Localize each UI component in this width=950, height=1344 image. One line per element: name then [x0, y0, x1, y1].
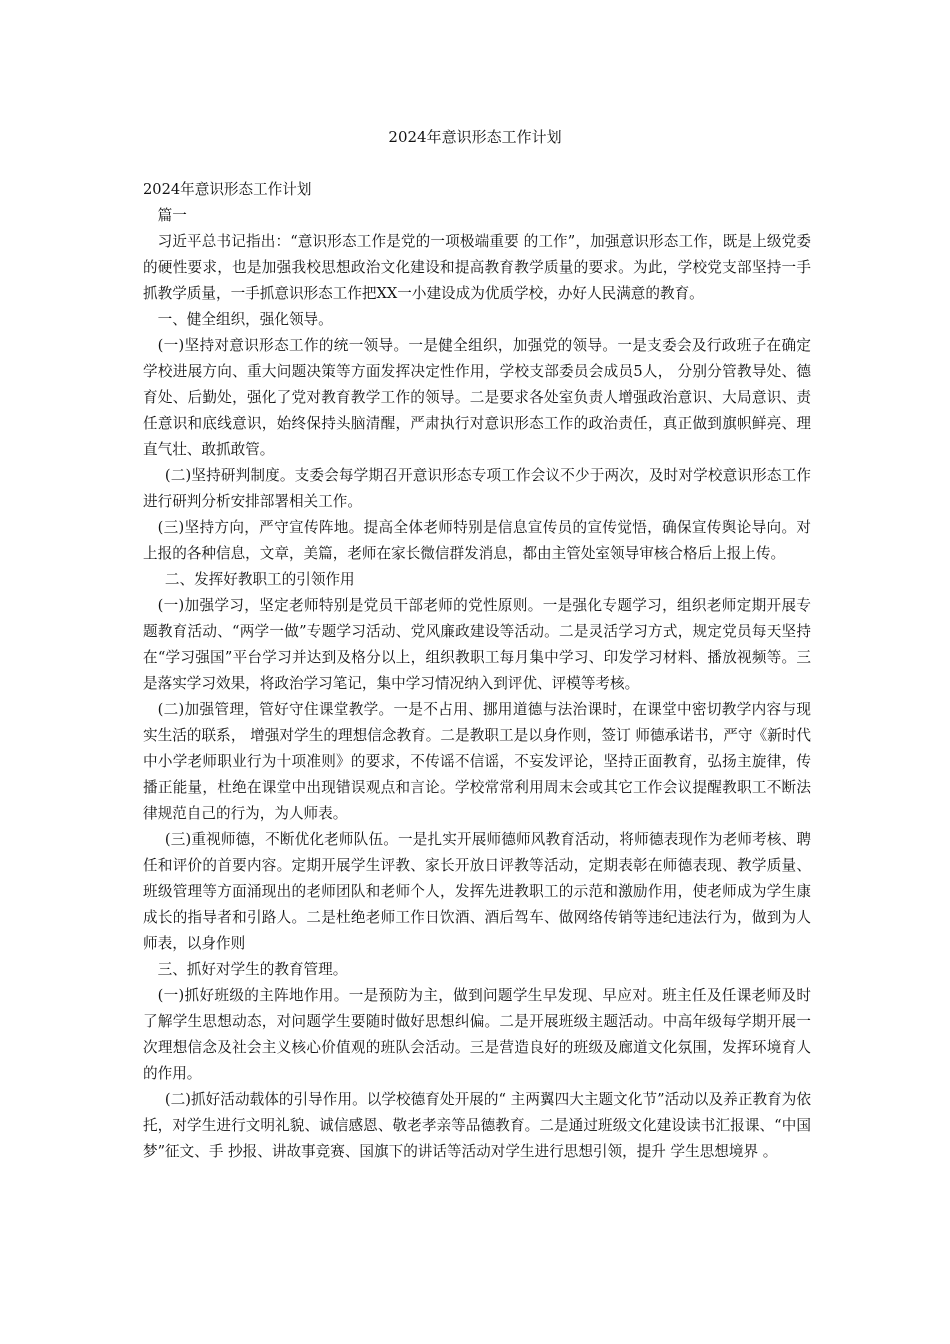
document-title: 2024年意识形态工作计划	[388, 128, 562, 146]
section-heading-3: 三、抓好对学生的教育管理。	[157, 961, 348, 978]
paragraph-intro: 习近平总书记指出：“意识形态工作是党的一项极端重要 的工作”，加强意识形态工作，既是上级党委的硬性要求，也是加强我校思想政治文化建设和提高教育教学质量的要求。为此，学校党支部坚持一手抓教学质量，一手抓意识形态工作把XX一小建设成为优质学校，办好人民满意的教育。	[143, 233, 811, 302]
part-label: 篇一	[157, 207, 187, 224]
paragraph-1-2: (二)坚持研判制度。支委会每学期召开意识形态专项工作会议不少于两次，及时对学校意识形态工作进行研判分析安排部署相关工作。	[143, 467, 811, 510]
paragraph-2-1: (一)加强学习，坚定老师特别是党员干部老师的党性原则。一是强化专题学习，组织老师定期开展专题教育活动、“两学一做”专题学习活动、党风廉政建设等活动。二是灵活学习方式，规定党员每天坚持在“学习强国”平台学习并达到及格分以上，组织教职工每月集中学习、印发学习材料、播放视频等。三是落实学习效果，将政治学习笔记，集中学习情况纳入到评优、评模等考核。	[143, 597, 811, 692]
paragraph-1-1: (一)坚持对意识形态工作的统一领导。一是健全组织，加强党的领导。一是支委会及行政班子在确定学校进展方向、重大问题决策等方面发挥决定性作用，学校支部委员会成员5人， 分别分管教导处、德育处、后勤处，强化了党对教育教学工作的领导。二是要求各处室负责人增强政治意识、大局意识、责任意识和底线意识，始终保持头脑清醒，严肃执行对意识形态工作的政治责任，真正做到旗帜鲜亮、理直气壮、敢抓敢管。	[143, 337, 811, 458]
paragraph-2-3: (三)重视师德，不断优化老师队伍。一是扎实开展师德师风教育活动，将师德表现作为老师考核、聘任和评价的首要内容。定期开展学生评教、家长开放日评教等活动，定期表彰在师德表现、教学质量、班级管理等方面涌现出的老师团队和老师个人，发挥先进教职工的示范和激励作用，使老师成为学生康成长的指导者和引路人。二是杜绝老师工作日饮酒、酒后驾车、做网络传销等违纪违法行为，做到为人师表，以身作则	[143, 831, 811, 952]
section-heading-2: 二、发挥好教职工的引领作用	[164, 571, 355, 588]
section-heading-1: 一、健全组织，强化领导。	[157, 311, 333, 328]
document-subtitle: 2024年意识形态工作计划	[143, 181, 312, 198]
paragraph-3-1: (一)抓好班级的主阵地作用。一是预防为主，做到问题学生早发现、早应对。班主任及任课老师及时了解学生思想动态，对问题学生要随时做好思想纠偏。二是开展班级主题活动。中高年级每学期开展一次理想信念及社会主义核心价值观的班队会活动。三是营造良好的班级及廊道文化氛围，发挥环境育人的作用。	[143, 987, 811, 1082]
paragraph-1-3: (三)坚持方向，严守宣传阵地。提高全体老师特别是信息宣传员的宣传觉悟，确保宣传舆论导向。对上报的各种信息，文章，美篇，老师在家长微信群发消息，都由主管处室领导审核合格后上报上传。	[143, 519, 811, 562]
paragraph-3-2: (二)抓好活动载体的引导作用。以学校德育处开展的“ 主两翼四大主题文化节”活动以及养正教育为依托，对学生进行文明礼貌、诚信感恩、敬老孝亲等品德教育。二是通过班级文化建设读书汇报课、“中国梦”征文、手 抄报、讲故事竞赛、国旗下的讲话等活动对学生进行思想引领，提升 学生思想境界 。	[143, 1091, 811, 1160]
document-body	[143, 177, 811, 1165]
paragraph-2-2: (二)加强管理，管好守住课堂教学。一是不占用、挪用道德与法治课时，在课堂中密切教学内容与现实生活的联系， 增强对学生的理想信念教育。二是教职工是以身作则，签订 师德承诺书，严守《新时代中小学老师职业行为十项准则》的要求，不传谣不信谣，不妄发评论，坚持正面教育，弘扬主旋律，传播正能量，杜绝在课堂中出现错误观点和言论。学校常常利用周末会或其它工作会议提醒教职工不断法律规范自己的行为，为人师表。	[143, 701, 811, 822]
